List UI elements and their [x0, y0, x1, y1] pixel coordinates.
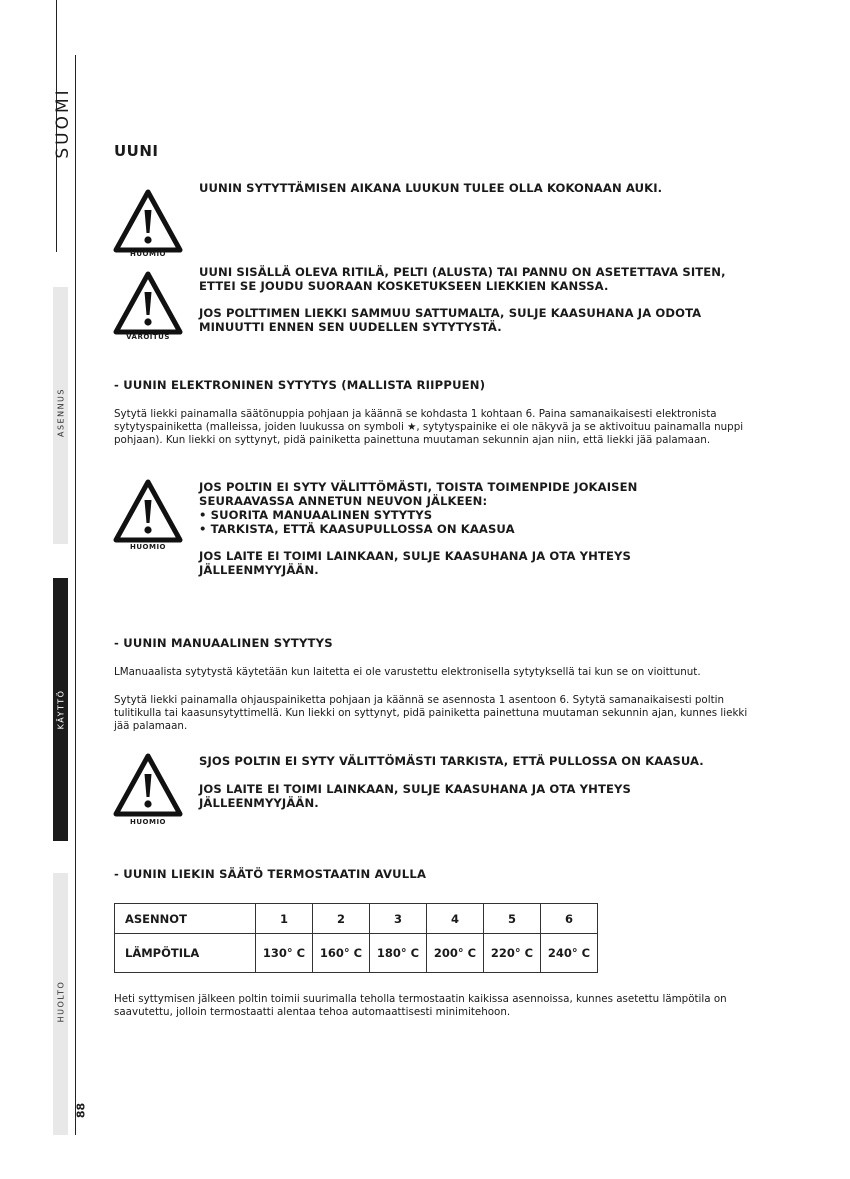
section-manual-ignition-text-2 — [114, 694, 747, 733]
tab-kaytto-label: KÄYTTÖ — [56, 689, 66, 730]
thermostat-table — [114, 903, 598, 973]
section-electronic-ignition-text — [114, 408, 743, 447]
section-electronic-ignition-heading: - UUNIN ELEKTRONINEN SYTYTYS (MALLISTA RIIPPUEN) — [114, 378, 486, 392]
table-cell: 1 — [256, 904, 313, 934]
warning-3-line-5: JOS LAITE EI TOIMI LAINKAAN, SULJE KAASUHANA JA OTA YHTEYS — [199, 549, 631, 563]
warning-2-line-3: JOS POLTTIMEN LIEKKI SAMMUU SATTUMALTA, SULJE KAASUHANA JA ODOTA — [199, 306, 702, 320]
table-header-positions: ASENNOT — [115, 904, 256, 934]
varoitus-label: VAROITUS — [126, 333, 170, 341]
section-manual-ignition-heading: - UUNIN MANUAALINEN SYTYTYS — [114, 636, 333, 650]
paragraph-line: sytytyspainiketta (malleissa, joiden luukussa on symboli ★, sytytyspainike ei ole näkyvä ja se aktivoituu painamalla nuppi — [114, 421, 744, 433]
table-header-temperature: LÄMPÖTILA — [115, 934, 256, 973]
table-cell: 180° C — [370, 934, 427, 973]
warning-3-line-4: • TARKISTA, ETTÄ KAASUPULLOSSA ON KAASUA — [199, 522, 515, 536]
page-title: UUNI — [114, 142, 159, 160]
section-thermostat-heading: - UUNIN LIEKIN SÄÄTÖ TERMOSTAATIN AVULLA — [114, 867, 427, 881]
warning-3-line-3: • SUORITA MANUAALINEN SYTYTYS — [199, 508, 433, 522]
warning-2-line-2: ETTEI SE JOUDU SUORAAN KOSKETUKSEEN LIEKKIEN KANSSA. — [199, 279, 609, 293]
warning-4-line-2: JOS LAITE EI TOIMI LAINKAAN, SULJE KAASUHANA JA OTA YHTEYS — [199, 782, 631, 796]
warning-2-line-1: UUNI SISÄLLÄ OLEVA RITILÄ, PELTI (ALUSTA) TAI PANNU ON ASETETTAVA SITEN, — [199, 265, 726, 279]
sidebar-line-main — [75, 55, 76, 1135]
section-thermostat-text — [114, 993, 727, 1019]
warning-3-line-6: JÄLLEENMYYJÄÄN. — [199, 563, 319, 577]
table-cell: 200° C — [427, 934, 484, 973]
warning-text-1: UUNIN SYTYTTÄMISEN AIKANA LUUKUN TULEE OLLA KOKONAAN AUKI. — [199, 181, 663, 195]
warning-2-line-4: MINUUTTI ENNEN SEN UUDELLEN SYTYTYSTÄ. — [199, 320, 502, 334]
table-cell: 160° C — [313, 934, 370, 973]
table-cell: 6 — [541, 904, 598, 934]
paragraph-line: Sytytä liekki painamalla säätönuppia pohjaan ja käännä se kohdasta 1 kohtaan 6. Paina samanaikaisesti elektronista — [114, 408, 717, 420]
paragraph-line: Sytytä liekki painamalla ohjauspainiketta pohjaan ja käännä se asennosta 1 asentoon 6. Sytytä samanaikaisesti poltin — [114, 694, 724, 706]
paragraph-line: pohjaan). Kun liekki on syttynyt, pidä painiketta painettuna muutaman sekunnin ajan niin, että liekki jää palamaan. — [114, 434, 711, 446]
warning-3-line-1: JOS POLTIN EI SYTY VÄLITTÖMÄSTI, TOISTA TOIMENPIDE JOKAISEN — [199, 480, 638, 494]
table-cell: 4 — [427, 904, 484, 934]
table-cell: 3 — [370, 904, 427, 934]
warning-4-line-3: JÄLLEENMYYJÄÄN. — [199, 796, 319, 810]
warning-triangle-icon — [112, 270, 184, 342]
paragraph-line: tulitikulla tai kaasunsytyttimellä. Kun liekki on syttynyt, pidä painiketta painettuna muutaman sekunnin ajan, kunnes liekki — [114, 707, 748, 719]
table-row — [115, 904, 598, 934]
table-cell: 240° C — [541, 934, 598, 973]
warning-triangle-icon — [112, 478, 184, 550]
table-cell: 130° C — [256, 934, 313, 973]
table-cell: 2 — [313, 904, 370, 934]
warning-4-line-1: SJOS POLTIN EI SYTY VÄLITTÖMÄSTI TARKISTA, ETTÄ PULLOSSA ON KAASUA. — [199, 754, 704, 768]
table-row — [115, 934, 598, 973]
paragraph-line: Heti syttymisen jälkeen poltin toimii suurimalla teholla termostaatin kaikissa asennoissa, kunnes asetettu lämpötila on — [114, 993, 727, 1005]
huomio-label: HUOMIO — [129, 250, 166, 258]
table-cell: 220° C — [484, 934, 541, 973]
warning-text-4 — [199, 754, 704, 810]
huomio-label: HUOMIO — [129, 818, 166, 826]
tab-asennus-label: ASENNUS — [56, 388, 66, 438]
paragraph-line: saavutettu, jolloin termostaatti alentaa tehoa automaattisesti minimitehoon. — [114, 1006, 511, 1018]
page-number: 88 — [74, 1102, 88, 1119]
table-cell: 5 — [484, 904, 541, 934]
tab-huolto-label: HUOLTO — [56, 980, 66, 1023]
section-manual-ignition-text-1: LManuaalista sytytystä käytetään kun laitetta ei ole varustettu elektronisella sytytyksellä tai kun se on vioittunut. — [114, 666, 701, 678]
warning-text-2 — [199, 265, 726, 334]
warning-triangle-icon — [112, 752, 184, 824]
warning-text-3 — [199, 480, 637, 577]
paragraph-line: jää palamaan. — [114, 720, 188, 732]
huomio-label: HUOMIO — [129, 543, 166, 551]
language-label: SUOMI — [53, 87, 73, 159]
warning-3-line-2: SEURAAVASSA ANNETUN NEUVON JÄLKEEN: — [199, 494, 488, 508]
